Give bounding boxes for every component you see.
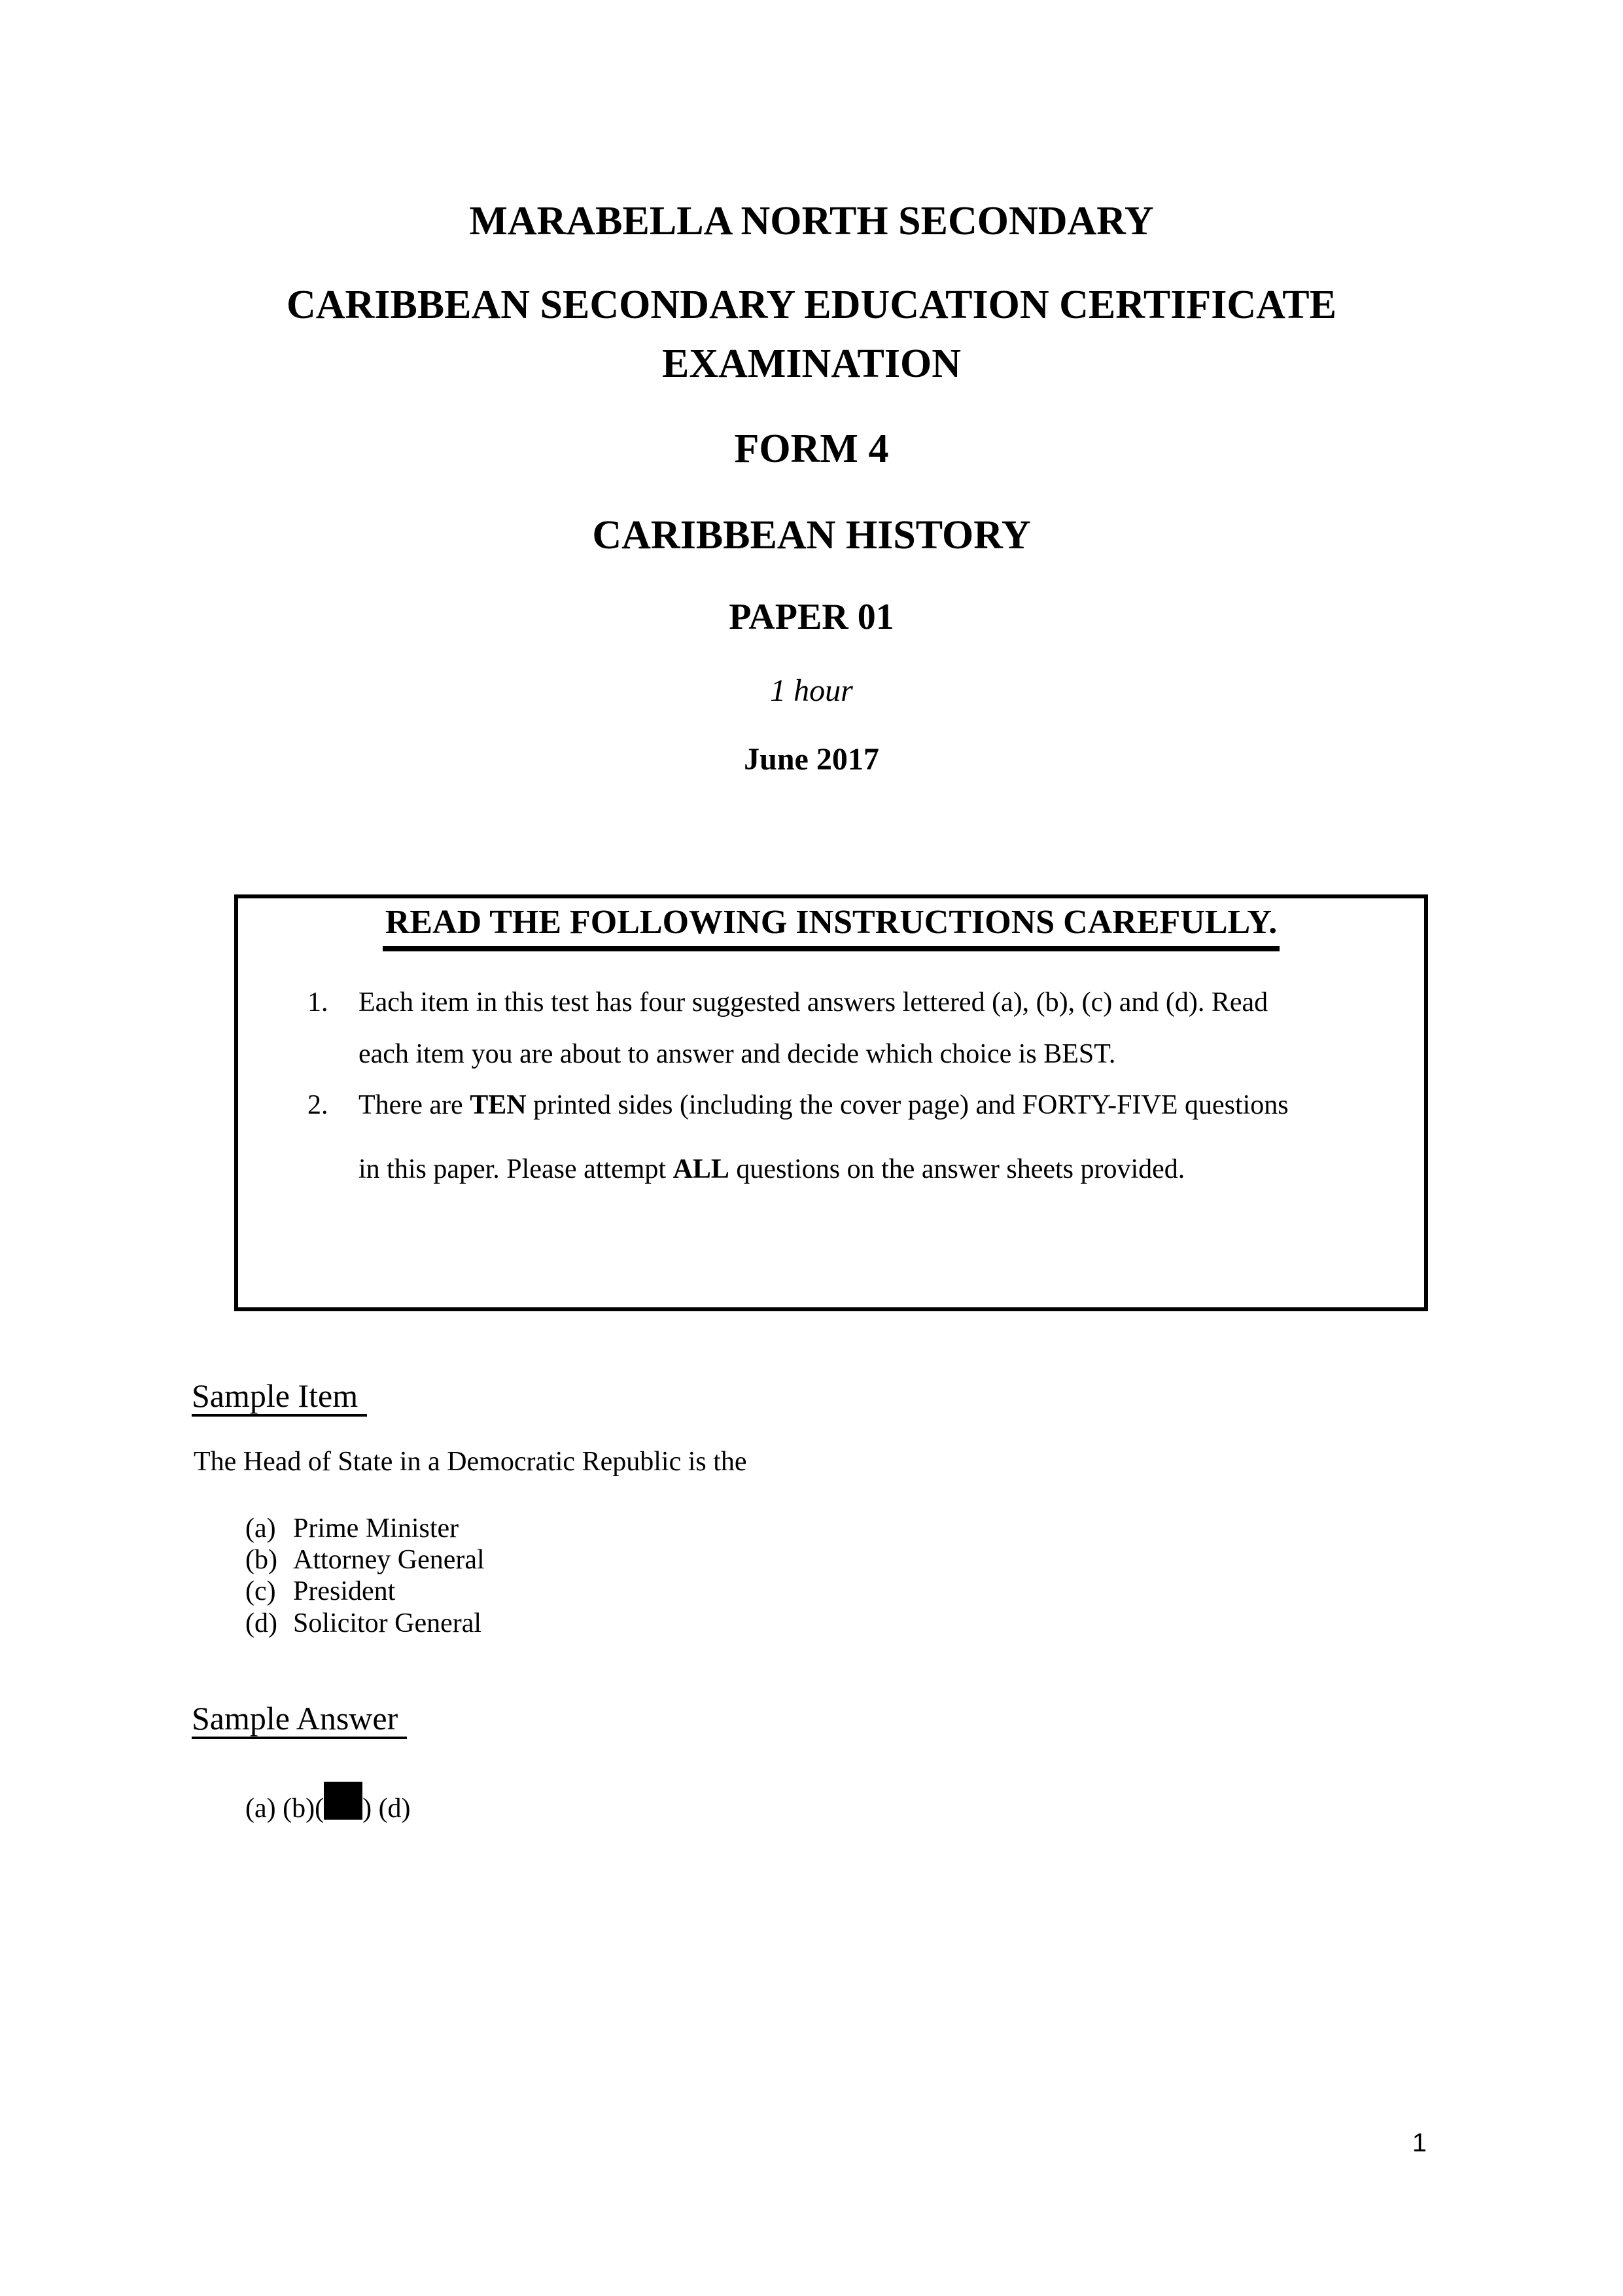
sample-option-c-letter: (c)	[245, 1576, 276, 1606]
instructions-box	[234, 894, 1428, 1311]
sample-option-c	[245, 1578, 395, 1605]
instruction-item-2-line-2	[358, 1156, 1185, 1183]
duration-text: 1 hour	[770, 673, 853, 708]
instruction-item-1-line-2	[358, 1040, 1115, 1068]
sample-option-a-text: Prime Minister	[293, 1513, 459, 1544]
sample-option-d	[245, 1610, 481, 1637]
form-title: FORM 4	[734, 427, 889, 471]
instruction-item-2-number: 2.	[307, 1090, 328, 1120]
session-date: June 2017	[744, 742, 879, 777]
sample-item-heading-text: Sample Item	[192, 1379, 367, 1417]
sample-option-b-text: Attorney General	[293, 1545, 485, 1575]
filled-answer-box	[324, 1782, 362, 1820]
sample-option-a-letter: (a)	[245, 1513, 276, 1544]
instructions-title-row	[238, 906, 1424, 951]
exam-board-title-line1: CARIBBEAN SECONDARY EDUCATION CERTIFICATE	[287, 283, 1336, 327]
school-name: MARABELLA NORTH SECONDARY	[469, 199, 1154, 243]
sample-option-b	[245, 1546, 485, 1574]
instruction-item-1-number: 1.	[307, 987, 328, 1017]
sample-question: The Head of State in a Democratic Republic is the	[194, 1447, 747, 1477]
subject-title: CARIBBEAN HISTORY	[592, 513, 1031, 557]
instruction-item-1-text-line-2: each item you are about to answer and decide which choice is BEST.	[358, 1039, 1116, 1069]
sample-answer-row	[245, 1782, 411, 1822]
instruction-item-1-text-line-1: Each item in this test has four suggested answers lettered (a), (b), (c) and (d). Read	[358, 987, 1268, 1017]
sample-answer-after-box: ) (d)	[362, 1793, 411, 1824]
paper-title: PAPER 01	[729, 597, 894, 637]
page-number: 1	[1412, 2128, 1427, 2157]
instruction-item-2-text-bold: TEN	[470, 1090, 527, 1120]
sample-option-c-text: President	[293, 1576, 396, 1606]
instruction-item-2-line-2-pre: in this paper. Please attempt	[358, 1154, 673, 1184]
sample-option-d-letter: (d)	[245, 1608, 277, 1638]
sample-option-a	[245, 1515, 459, 1542]
instruction-item-2-line-1	[307, 1091, 1289, 1119]
sample-option-b-letter: (b)	[245, 1545, 277, 1575]
instruction-item-2-text-pre: There are	[358, 1090, 470, 1120]
sample-option-d-text: Solicitor General	[293, 1608, 482, 1638]
instruction-item-2-line-2-bold: ALL	[672, 1154, 729, 1184]
sample-answer-heading-text: Sample Answer	[192, 1702, 407, 1739]
instruction-item-2-text-post: printed sides (including the cover page) and FORTY-FIVE questions	[526, 1090, 1289, 1120]
instruction-item-2-line-2-post: questions on the answer sheets provided.	[729, 1154, 1185, 1184]
sample-answer-heading	[192, 1702, 407, 1739]
instruction-item-1-line-1	[307, 989, 1268, 1016]
instructions-title: READ THE FOLLOWING INSTRUCTIONS CAREFULLY.	[383, 906, 1280, 951]
sample-item-heading	[192, 1379, 367, 1417]
sample-answer-before-box: (a) (b)(	[245, 1793, 324, 1824]
exam-board-title-line2: EXAMINATION	[662, 342, 961, 386]
